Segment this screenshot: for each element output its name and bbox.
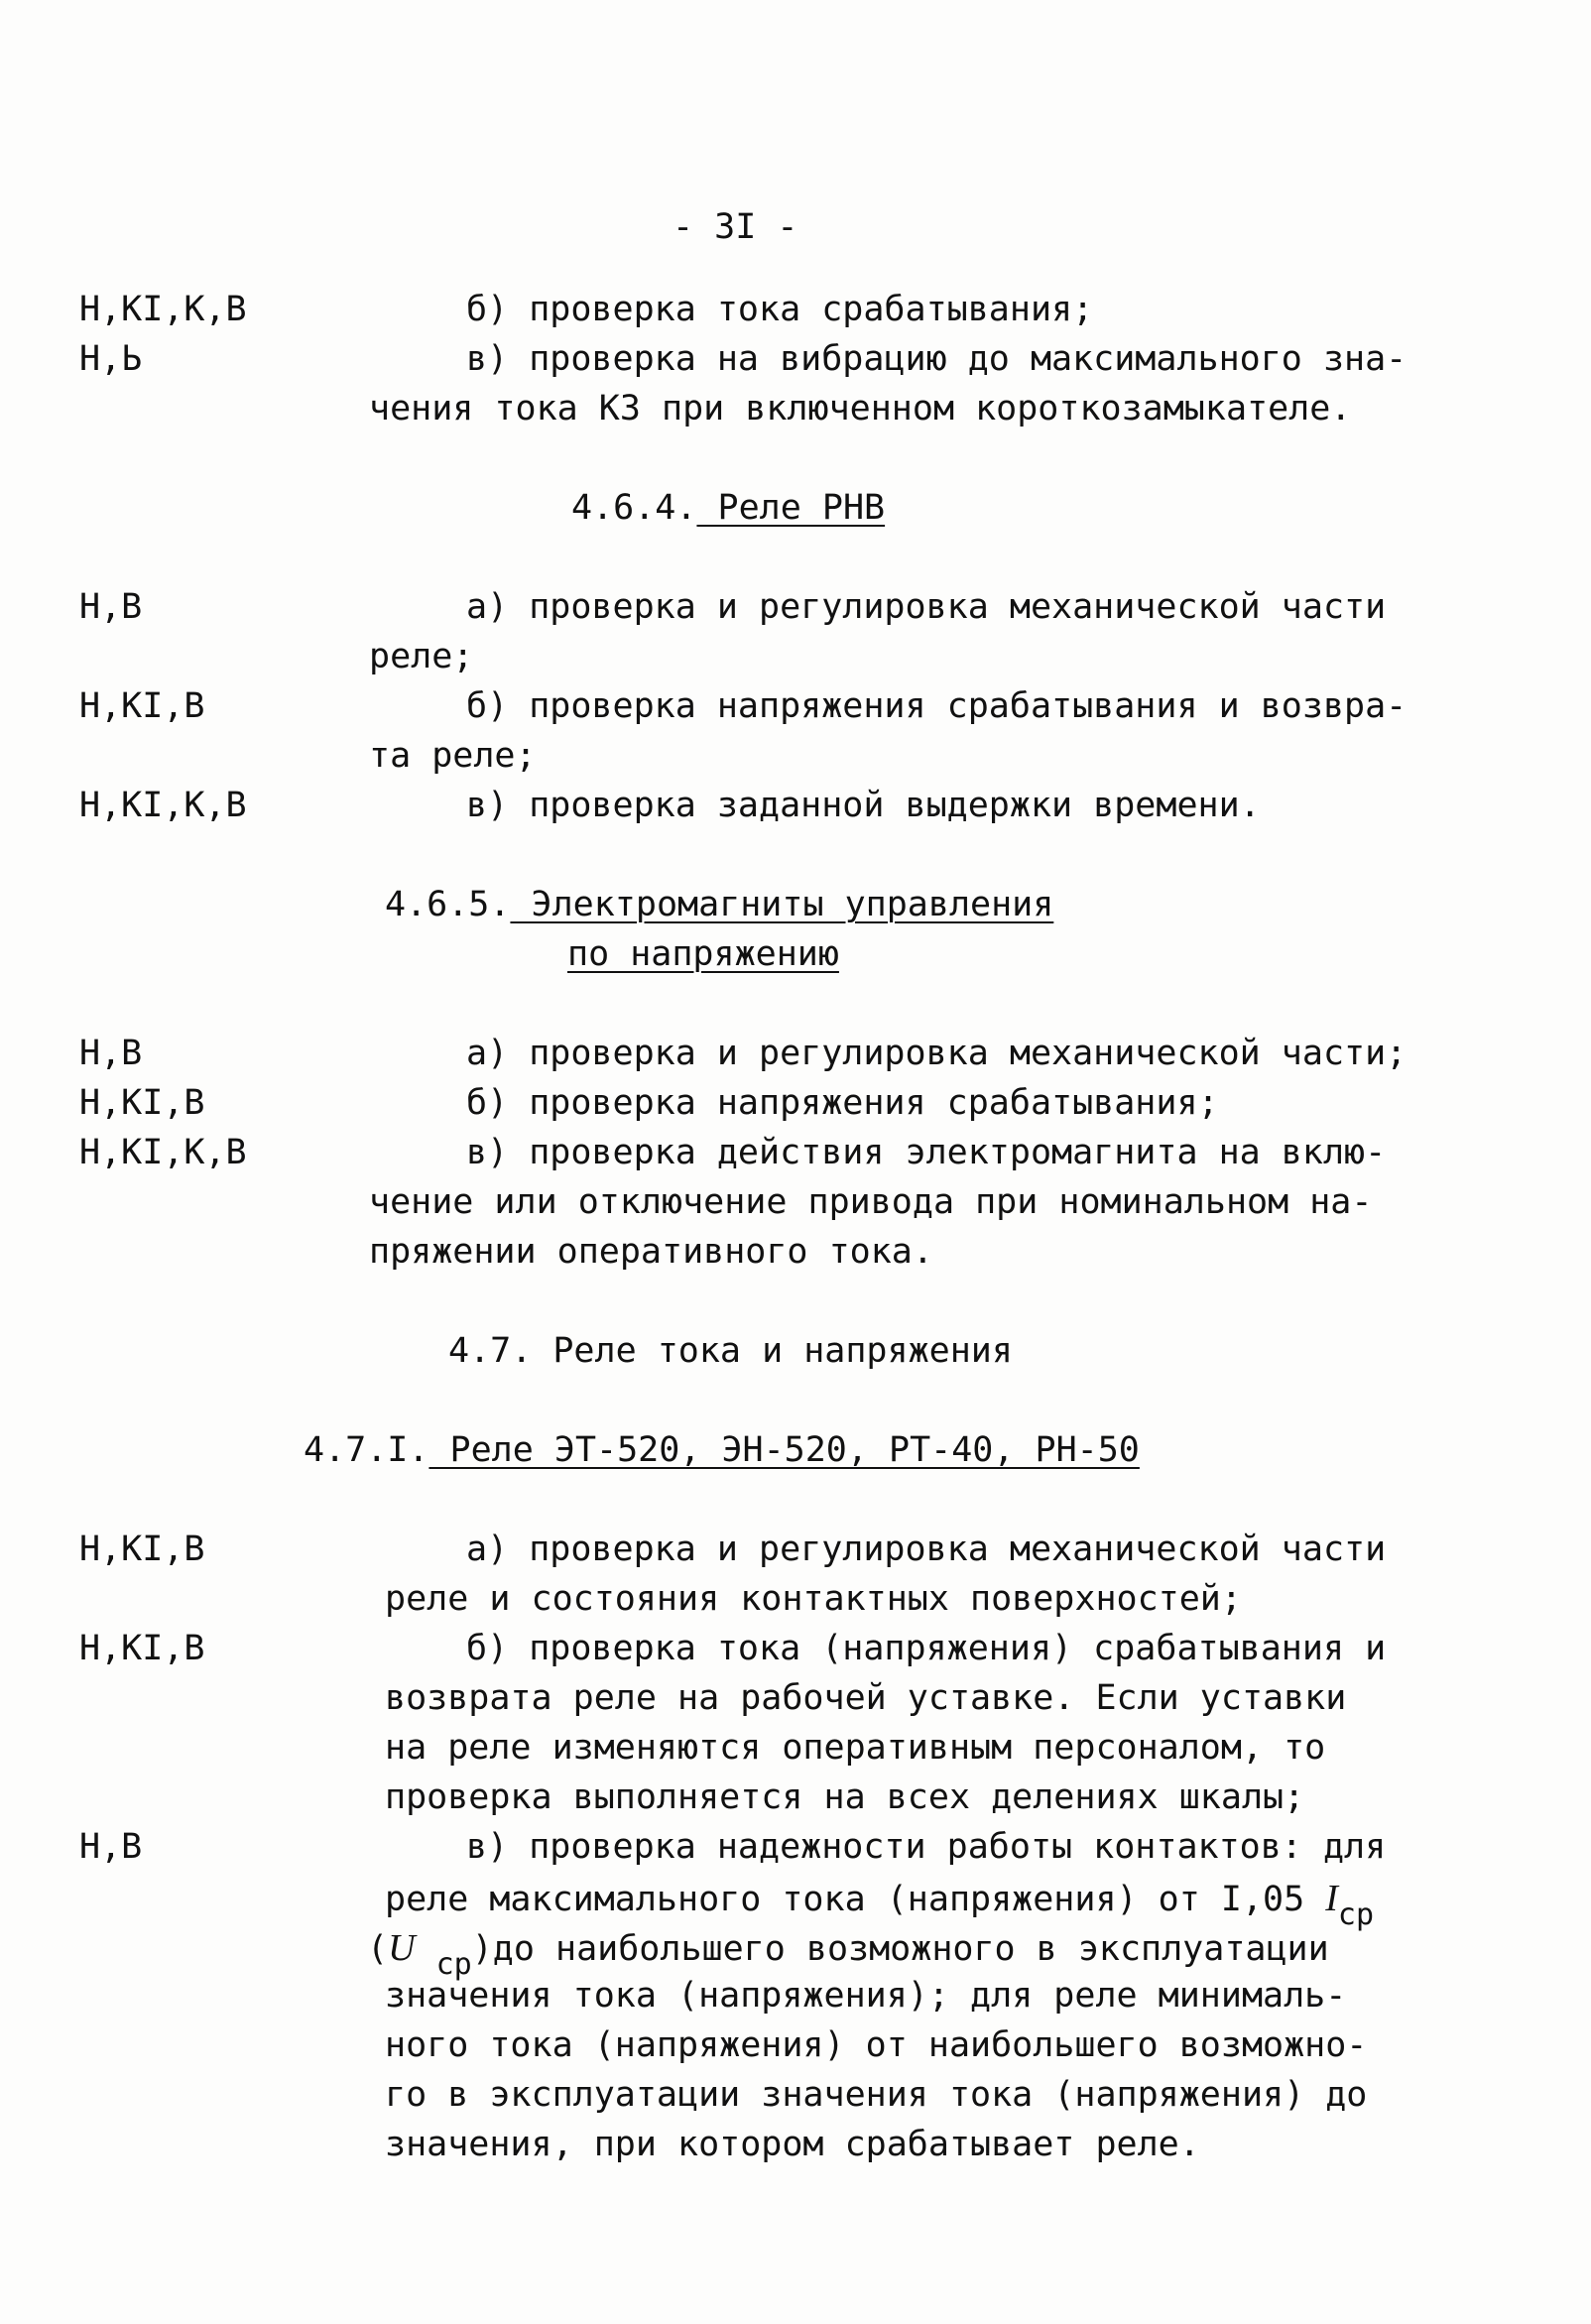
item-text-line: чение или отключение привода при номинальном на- xyxy=(369,1182,1373,1222)
item-text-line: на реле изменяются оперативным персоналом, то xyxy=(385,1728,1326,1768)
check-code: Н,КI,В xyxy=(79,1083,205,1123)
item-text-line: возврата реле на рабочей уставке. Если уставки xyxy=(385,1678,1347,1718)
item-text-line: а) проверка и регулировка механической части xyxy=(466,1529,1387,1569)
check-code: Н,КI,В xyxy=(79,1529,205,1569)
check-code: Н,В xyxy=(79,1827,143,1867)
section-heading-4-7: 4.7. Реле тока и напряжения xyxy=(448,1331,1013,1371)
item-text-line: реле и состояния контактных поверхностей; xyxy=(385,1579,1242,1619)
check-code: Н,В xyxy=(79,587,143,627)
item-text-line: б) проверка тока срабатывания; xyxy=(466,290,1094,329)
item-text-line: а) проверка и регулировка механической части; xyxy=(466,1034,1407,1073)
section-heading-4-6-4: 4.6.4. Реле РНВ xyxy=(571,488,886,528)
item-text-line: чения тока КЗ при включенном короткозамыкателе. xyxy=(369,389,1352,428)
check-code: Н,В xyxy=(79,1034,143,1073)
item-text-line: пряжении оперативного тока. xyxy=(369,1232,933,1272)
item-text-line: б) проверка напряжения срабатывания и возвра- xyxy=(466,686,1407,726)
item-text-line: та реле; xyxy=(369,736,537,776)
check-code: Н,КI,В xyxy=(79,1629,205,1668)
item-text-line: го в эксплуатации значения тока (напряжения) до xyxy=(385,2075,1368,2115)
check-code: Н,Ь xyxy=(79,339,143,379)
item-text-line: а) проверка и регулировка механической части xyxy=(466,587,1387,627)
item-text-line-formula: (U ср)до наибольшего возможного в эксплуатации xyxy=(367,1927,1329,1982)
item-text-line: в) проверка действия электромагнита на вклю- xyxy=(466,1133,1387,1172)
item-text-line: реле; xyxy=(369,637,474,676)
page-number: - 3I - xyxy=(673,207,798,247)
section-heading-4-6-5: 4.6.5. Электромагниты управления xyxy=(385,885,1054,924)
item-text-line: б) проверка напряжения срабатывания; xyxy=(466,1083,1219,1123)
item-text-line-formula: реле максимального тока (напряжения) от I,05 Iср xyxy=(385,1878,1375,1932)
item-text-line: в) проверка надежности работы контактов: для xyxy=(466,1827,1387,1867)
item-text-line: значения тока (напряжения); для реле минималь- xyxy=(385,1976,1347,2016)
section-heading-4-6-5-line2: по напряжению xyxy=(567,934,839,974)
item-text-line: значения, при котором срабатывает реле. xyxy=(385,2125,1200,2164)
item-text-line: б) проверка тока (напряжения) срабатывания и xyxy=(466,1629,1387,1668)
check-code: Н,КI,В xyxy=(79,686,205,726)
item-text-line: в) проверка заданной выдержки времени. xyxy=(466,786,1261,825)
section-heading-4-7-1: 4.7.I. Реле ЭТ-520, ЭН-520, РТ-40, РН-50 xyxy=(304,1430,1140,1470)
check-code: Н,КI,К,В xyxy=(79,786,247,825)
check-code: Н,КI,К,В xyxy=(79,1133,247,1172)
item-text-line: в) проверка на вибрацию до максимального зна- xyxy=(466,339,1407,379)
item-text-line: ного тока (напряжения) от наибольшего возможно- xyxy=(385,2025,1368,2065)
item-text-line: проверка выполняется на всех делениях шкалы; xyxy=(385,1777,1305,1817)
check-code: Н,КI,К,В xyxy=(79,290,247,329)
